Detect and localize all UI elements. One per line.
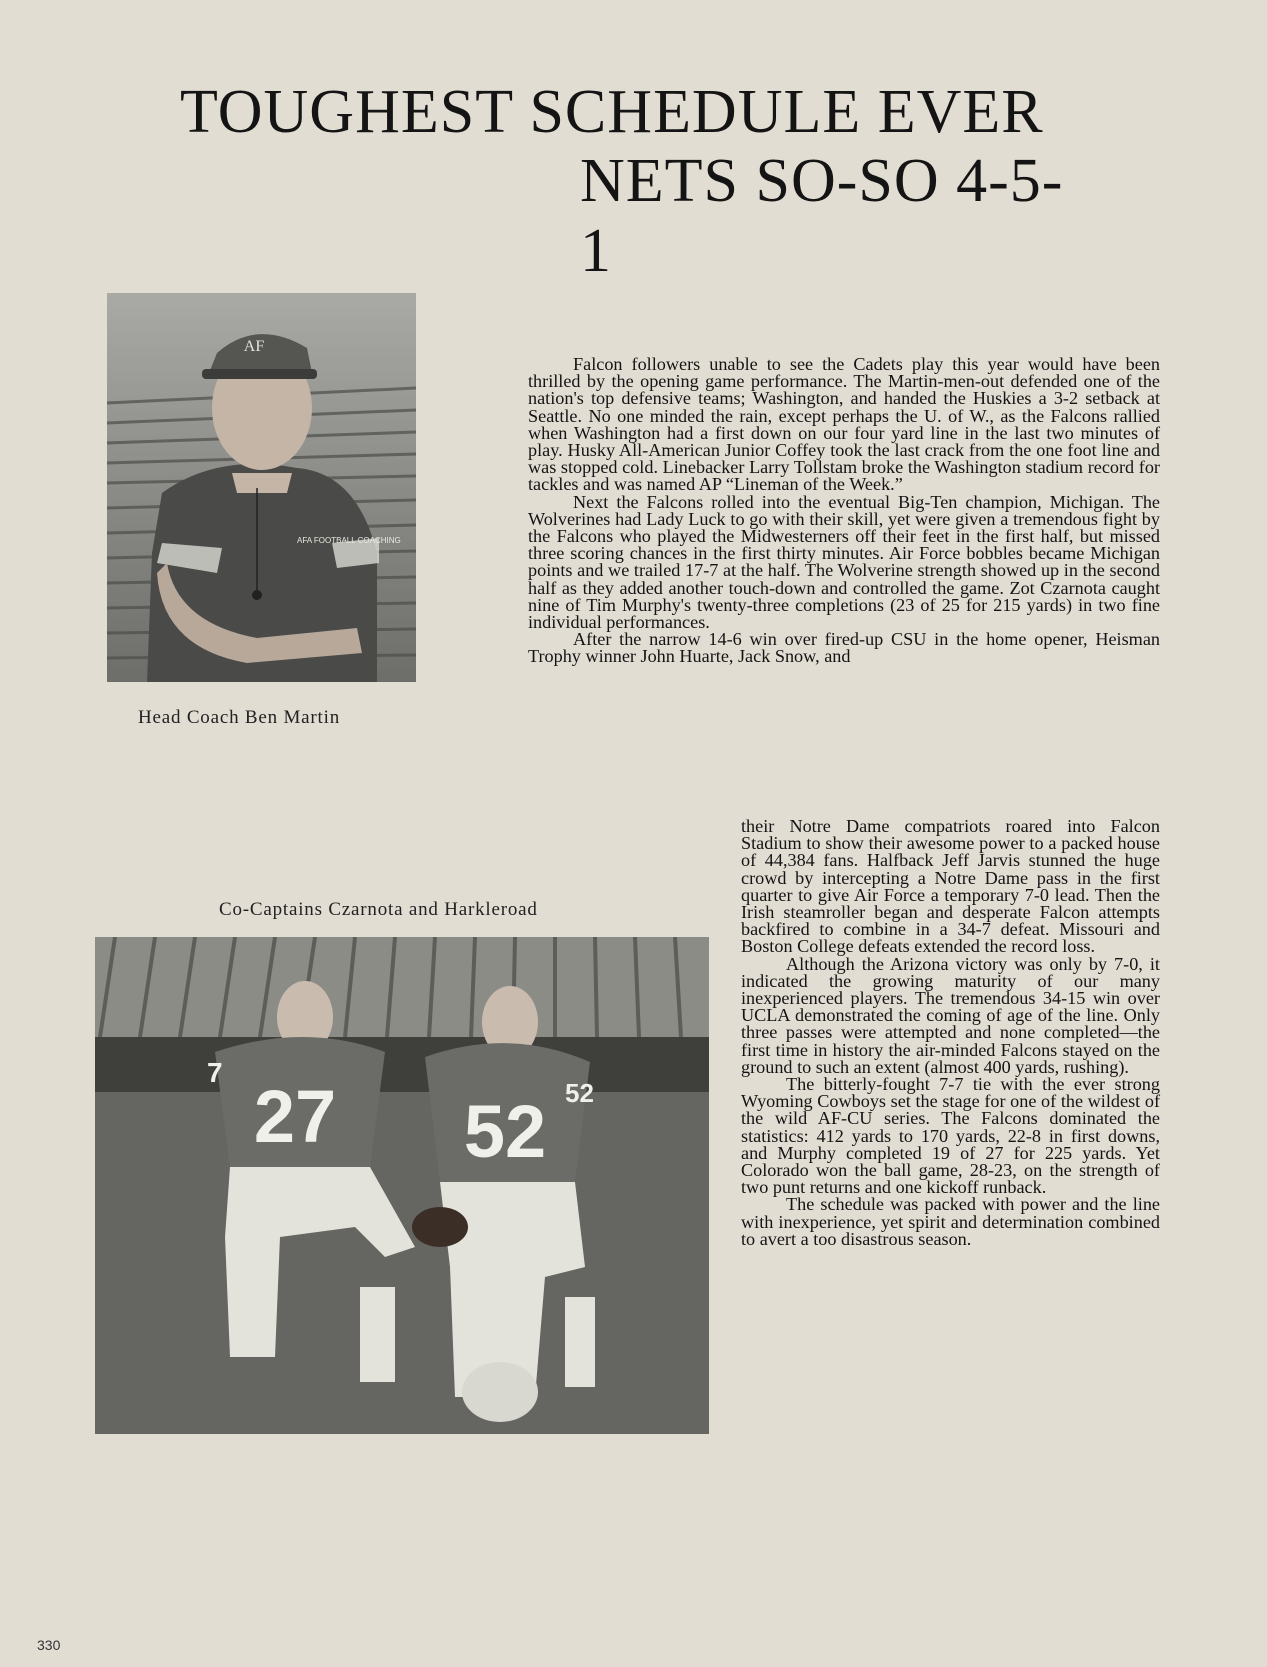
article-upper-column xyxy=(528,356,1160,666)
article-paragraph-3a: After the narrow 14-6 win over fired-up CSU in the home opener, Heisman Trophy winner John Huarte, Jack Snow, and xyxy=(528,629,1160,667)
title-line-2: NETS SO-SO 4-5-1 xyxy=(580,147,1064,285)
jersey-number-left: 27 xyxy=(253,1075,337,1158)
article-paragraph-5: The bitterly-fought 7-7 tie with the ever strong Wyoming Cowboys set the stage for one of the wildest of the wild AF-CU series. The Falcons dominated the statistics: 412 yards to 170 yards, 22-8 in first downs, and Murphy completed 19 of 27 for 225 yards. Yet Colorado won the ball game, 28-23, on the strength of two punt returns and one kickoff runback. xyxy=(741,1074,1160,1198)
page-number: 330 xyxy=(37,1637,61,1653)
co-captains-caption: Co-Captains Czarnota and Harkleroad xyxy=(219,899,538,920)
head-coach-caption: Head Coach Ben Martin xyxy=(138,707,340,728)
cap-logo: AF xyxy=(243,338,265,355)
article-paragraph-3b: their Notre Dame compatriots roared into Falcon Stadium to show their awesome power to a packed house of 44,384 fans. Halfback Jeff Jarvis stunned the huge crowd by intercepting a Notre Dame pass in the first quarter to give Air Force a temporary 7-0 lead. Then the Irish steamroller began and desperate Falcon attempts backfired to combine in a 34-7 defeat. Missouri and Boston College defeats extended the record loss. xyxy=(741,816,1160,957)
article-lower-column xyxy=(741,818,1160,1248)
page-title xyxy=(180,78,1080,286)
article-paragraph-2: Next the Falcons rolled into the eventual Big-Ten champion, Michigan. The Wolverines had Lady Luck to go with their skill, yet were given a tremendous fight by the Falcons who played the Midwesterners off their feet in the first half, but missed three scoring chances in the first thirty minutes. Air Force bobbles became Michigan points and we trailed 17-7 at the half. The Wolverine strength showed up in the second half as they added another touch-down and controlled the game. Zot Czarnota caught nine of Tim Murphy's twenty-three completions (23 of 25 for 215 yards) in two fine individual performances. xyxy=(528,491,1160,633)
article-paragraph-6: The schedule was packed with power and the line with inexperience, yet spirit and determination combined to avert a too disastrous season. xyxy=(741,1194,1160,1249)
jersey-number-right: 52 xyxy=(463,1090,547,1173)
sleeve-number-left: 7 xyxy=(207,1057,223,1088)
title-line-1: TOUGHEST SCHEDULE EVER xyxy=(180,78,1044,146)
article-paragraph-1: Falcon followers unable to see the Cadets play this year would have been thrilled by the opening game performance. The Martin-men-out defended one of the nation's top defensive teams; Washington, and handed the Huskies a 3-2 setback at Seattle. No one minded the rain, except perhaps the U. of W., as the Falcons rallied when Washington had a first down on our four yard line in the last two minutes of play. Husky All-American Junior Coffey took the last crack from the one foot line and was stopped cold. Linebacker Larry Tollstam broke the Washington stadium record for tackles and was named AP “Lineman of the Week.” xyxy=(528,354,1160,495)
co-captains-photo xyxy=(95,937,709,1434)
head-coach-photo xyxy=(107,293,416,682)
shirt-lettering: AFA FOOTBALL COACHING xyxy=(297,536,401,545)
sleeve-number-right: 52 xyxy=(565,1078,594,1108)
article-paragraph-4: Although the Arizona victory was only by 7-0, it indicated the growing maturity of our many inexperienced players. The tremendous 34-15 win over UCLA demonstrated the coming of age of the line. Only three passes were attempted and none completed—the first time in history the air-minded Falcons stayed on the ground to such an extent (almost 400 yards, rushing). xyxy=(741,953,1160,1077)
